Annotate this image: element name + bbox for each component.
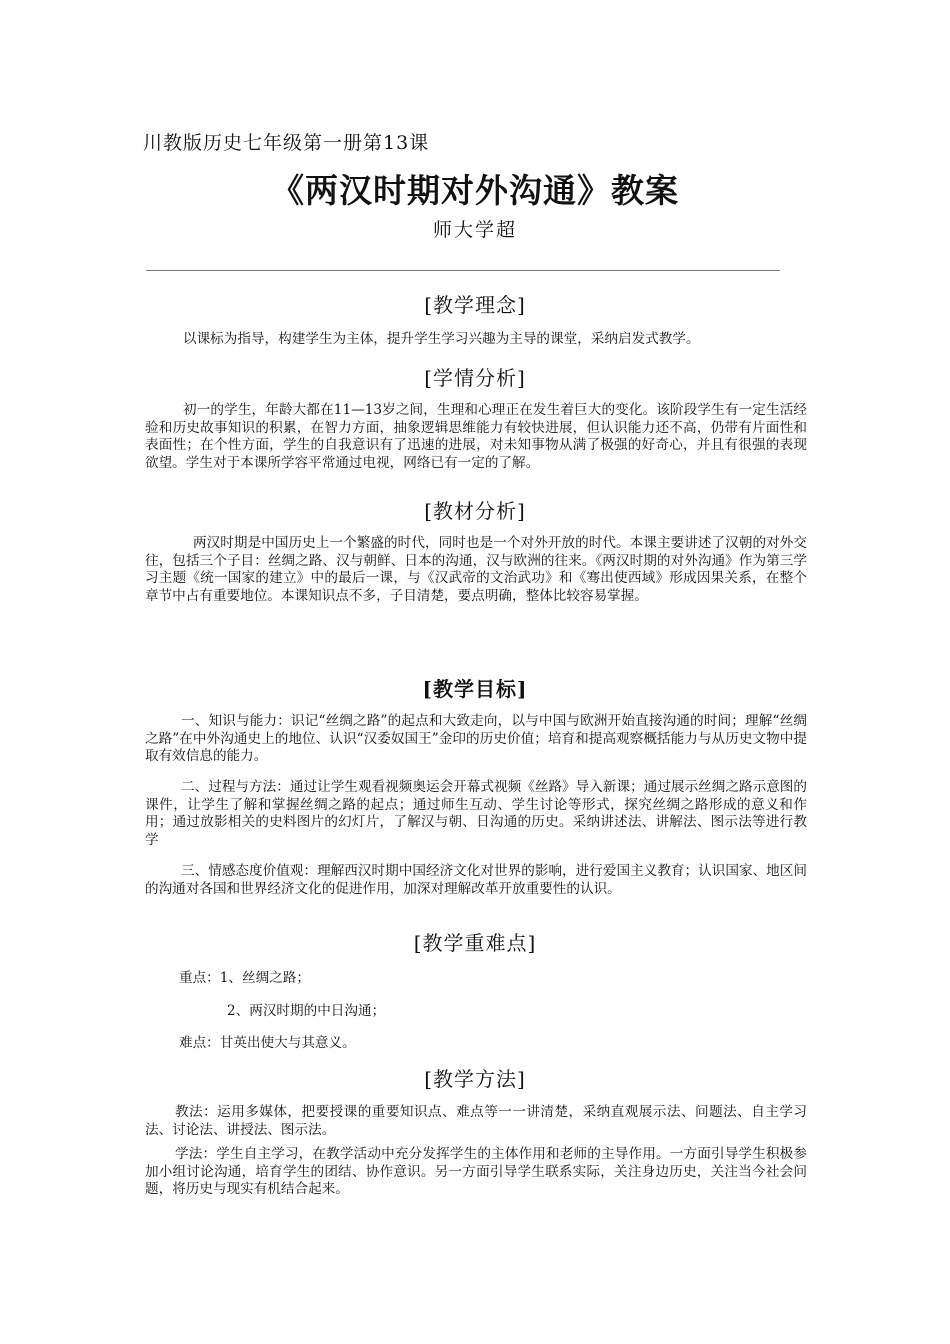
paragraph-material-analysis: 两汉时期是中国历史上一个繁盛的时代，同时也是一个对外开放的时代。本课主要讲述了汉朝的对外交往，包括三个子目：丝绸之路、汉与朝鲜、日本的沟通，汉与欧洲的往来。《两汉时期的对外沟通》作为第三学习主题《统一国家的建立》中的最后一课，与《汉武帝的文治武功》和《骞出使西域》形成因果关系，在整个章节中占有重要地位。本课知识点不多，子目清楚，要点明确，整体比较容易掌握。 [145, 535, 807, 604]
heading-teaching-methods: [教学方法] [424, 1067, 526, 1091]
paragraph-goal-process: 二、过程与方法：通过让学生观看视频奥运会开幕式视频《丝路》导入新课；通过展示丝绸之路示意图的课件，让学生了解和掌握丝绸之路的起点；通过师生互动、学生讨论等形式，探究丝绸之路形成的意义和作用；通过放影相关的史料图片的幻灯片，了解汉与朝、日沟通的历史。采纳讲述法、讲解法、图示法等进行教学 [145, 779, 807, 848]
heading-teaching-idea: [教学理念] [424, 293, 526, 317]
course-subtitle: 川教版历史七年级第一册第13课 [143, 132, 430, 154]
heading-teaching-goals: [教学目标] [422, 677, 528, 701]
difficulty-point: 难点：甘英出使大与其意义。 [179, 1035, 356, 1051]
page-title: 《两汉时期对外沟通》教案 [271, 171, 679, 210]
paragraph-teaching-idea: 以课标为指导，构建学生为主体，提升学生学习兴趣为主导的课堂，采纳启发式教学。 [183, 331, 700, 347]
key-point-1: 重点：1、丝绸之路； [179, 970, 310, 986]
paragraph-student-analysis: 初一的学生，年龄大都在11—13岁之间，生理和心理正在发生着巨大的变化。该阶段学生有一定生活经验和历史故事知识的积累，在智力方面，抽象逻辑思维能力有较快进展，但认识能力还不高，仍带有片面性和表面性；在个性方面，学生的自我意识有了迅速的进展，对未知事物从满了极强的好奇心，并且有很强的表现欲望。学生对于本课所学容平常通过电视，网络已有一定的了解。 [145, 402, 807, 471]
divider-line [146, 270, 780, 271]
paragraph-teaching-method: 教法：运用多媒体，把要授课的重要知识点、难点等一一讲清楚，采纳直观展示法、问题法、自主学习法、讨论法、讲授法、图示法。 [145, 1104, 807, 1138]
heading-key-points: [教学重难点] [413, 931, 537, 955]
paragraph-learning-method: 学法：学生自主学习，在教学活动中充分发挥学生的主体作用和老师的主导作用。一方面引导学生积极参加小组讨论沟通，培育学生的团结、协作意识。另一方面引导学生联系实际，关注身边历史，关注当今社会问题，将历史与现实有机结合起来。 [145, 1146, 807, 1197]
paragraph-goal-attitude: 三、情感态度价值观：理解西汉时期中国经济文化对世界的影响，进行爱国主义教育；认识国家、地区间的沟通对各国和世界经济文化的促进作用，加深对理解改革开放重要性的认识。 [145, 863, 807, 897]
author-name: 师大学超 [432, 219, 517, 241]
heading-student-analysis: [学情分析] [424, 366, 526, 390]
heading-material-analysis: [教材分析] [424, 499, 526, 523]
key-point-2: 2、两汉时期的中日沟通； [227, 1003, 386, 1019]
paragraph-goal-knowledge: 一、知识与能力：识记“丝绸之路”的起点和大致走向，以与中国与欧洲开始直接沟通的时间；理解“丝绸之路”在中外沟通史上的地位、认识“汉委奴国王”金印的历史价值；培育和提高观察概括能力与从历史文物中提取有效信息的能力。 [145, 713, 807, 764]
